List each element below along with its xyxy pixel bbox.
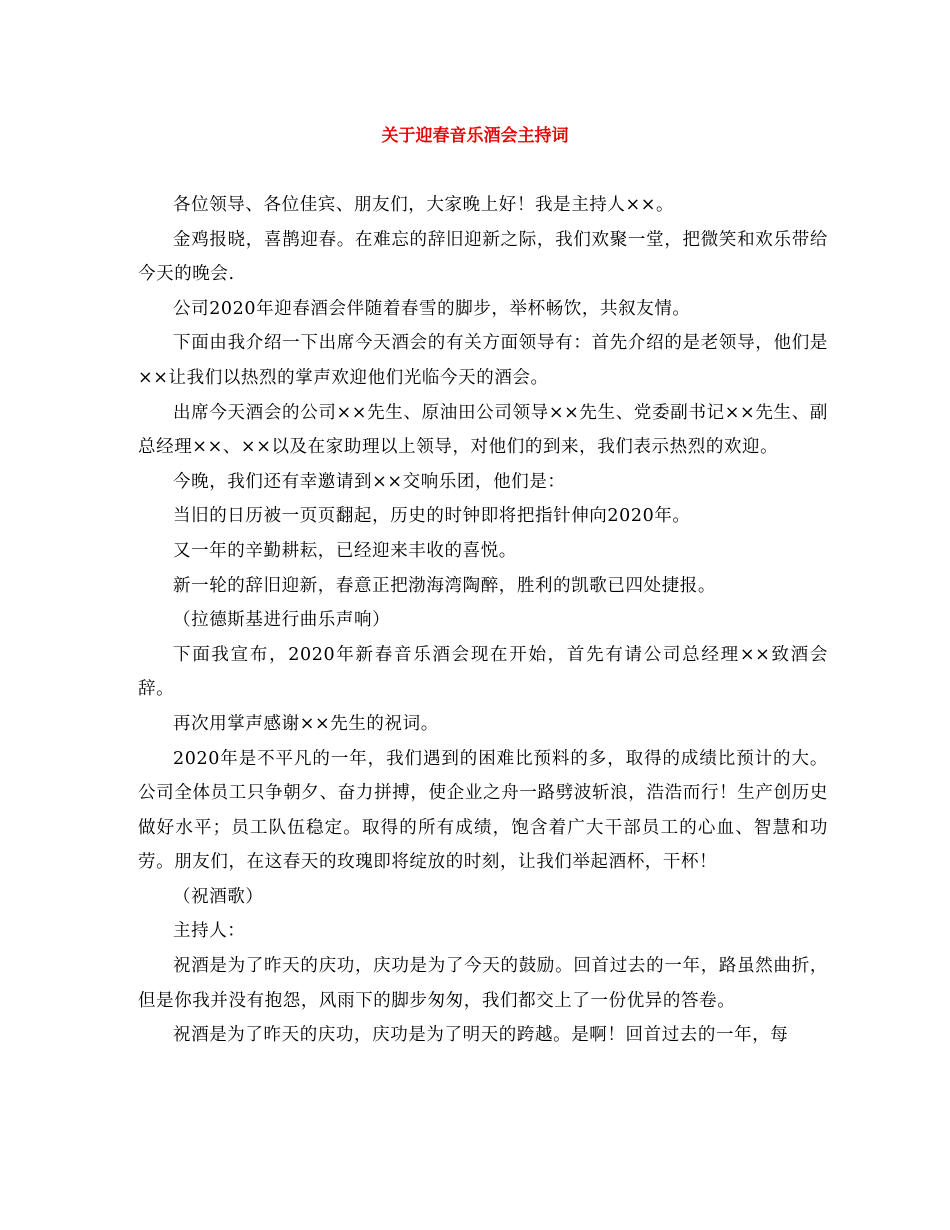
paragraph: 新一轮的辞旧迎新，春意正把渤海湾陶醉，胜利的凯歌已四处捷报。 — [173, 575, 716, 596]
document-title: 关于迎春音乐酒会主持词 — [381, 126, 569, 146]
paragraph: 又一年的辛勤耕耘，已经迎来丰收的喜悦。 — [173, 540, 517, 561]
paragraph: 下面由我介绍一下出席今天酒会的有关方面领导有：首先介绍的是老领导，他们是××让我们以热烈的掌声欢迎他们光临今天的酒会。 — [138, 333, 828, 388]
paragraph: （拉德斯基进行曲乐声响） — [173, 610, 391, 631]
paragraph: 金鸡报晓，喜鹊迎春。在难忘的辞旧迎新之际，我们欢聚一堂，把微笑和欢乐带给今天的晚会. — [138, 229, 828, 285]
paragraph: 下面我宣布，2020年新春音乐酒会现在开始，首先有请公司总经理××致酒会辞。 — [138, 644, 828, 700]
paragraph: 公司2020年迎春酒会伴随着春雪的脚步，举杯畅饮，共叙友情。 — [173, 298, 691, 319]
paragraph: 今晚，我们还有幸邀请到××交响乐团，他们是： — [173, 471, 566, 492]
paragraph: 祝酒是为了昨天的庆功，庆功是为了今天的鼓励。回首过去的一年，路虽然曲折，但是你我并没有抱怨，风雨下的脚步匆匆，我们都交上了一份优异的答卷。 — [138, 956, 828, 1011]
paragraph: 主持人： — [173, 921, 246, 942]
paragraph: 2020年是不平凡的一年，我们遇到的困难比预料的多，取得的成绩比预计的大。公司全体员工只争朝夕、奋力拼搏，使企业之舟一路劈波斩浪，浩浩而行！生产创历史做好水平；员工队伍稳定。取得的所有成绩，饱含着广大干部员工的心血、智慧和功劳。朋友们，在这春天的玫瑰即将绽放的时刻，让我们举起酒杯，干杯！ — [138, 748, 828, 873]
paragraph: 再次用掌声感谢××先生的祝词。 — [173, 713, 439, 734]
paragraph: （祝酒歌） — [173, 886, 264, 907]
paragraph: 出席今天酒会的公司××先生、原油田公司领导××先生、党委副书记××先生、副总经理××、××以及在家助理以上领导，对他们的到来，我们表示热烈的欢迎。 — [138, 402, 828, 458]
paragraph: 各位领导、各位佳宾、朋友们，大家晚上好！我是主持人××。 — [173, 195, 675, 215]
paragraph: 当旧的日历被一页页翻起，历史的时钟即将把指针伸向2020年。 — [173, 506, 691, 527]
paragraph: 祝酒是为了昨天的庆功，庆功是为了明天的跨越。是啊！回首过去的一年，每 — [173, 1025, 789, 1046]
document-body — [138, 188, 828, 1053]
